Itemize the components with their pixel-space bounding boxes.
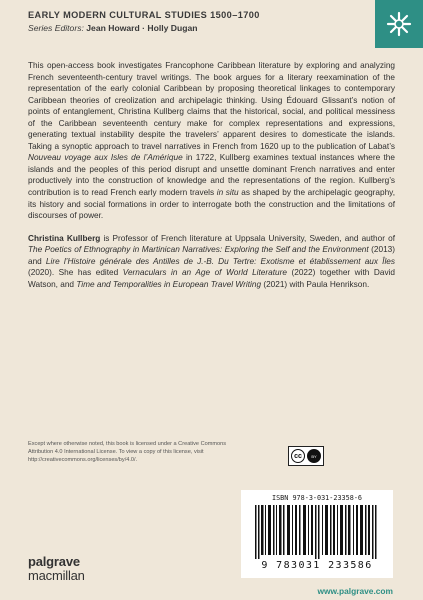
- description-part: in 1722, Kullberg examines textual instances where the islands and the peoples of this period disrupt and unsettle dominant French narratives and enter productively into the construction of knowledge and the representations of the region. Kullberg’s contribution is to read French early modern travels: [28, 153, 395, 198]
- back-cover-blurb: [28, 60, 395, 301]
- description-title: Nouveau voyage aux Isles de l’Amérique: [28, 153, 183, 163]
- open-access-star-icon: [386, 11, 412, 37]
- author-bio: [28, 233, 395, 291]
- bio-part: (2021) with Paula Henrikson.: [261, 279, 370, 289]
- barcode-number: 9 783031 233586: [261, 560, 373, 571]
- publisher-line2: macmillan: [28, 568, 85, 583]
- bio-title: The Poetics of Ethnography in Martinican Narratives: Exploring the Self and the Environment: [28, 245, 369, 255]
- series-editors-label: Series Editors:: [28, 23, 84, 33]
- series-editors: [28, 23, 198, 33]
- by-icon: BY: [307, 449, 321, 463]
- description-italic: in situ: [216, 188, 239, 198]
- author-name: Christina Kullberg: [28, 233, 101, 243]
- bio-part: (2020). She has edited: [28, 268, 123, 278]
- publisher-line1: palgrave: [28, 554, 80, 569]
- bio-title: Lire l’Histoire générale des Antilles de J.-B. Du Tertre: Exotisme et établissement aux Îles: [45, 256, 396, 266]
- bio-title: Vernaculars in an Age of World Literature: [122, 268, 287, 278]
- publisher-website-link[interactable]: www.palgrave.com: [317, 586, 393, 596]
- isbn-text: ISBN 978-3-031-23358-6: [271, 494, 363, 502]
- bio-part: (2022) together with David Watson, and: [28, 268, 395, 289]
- series-editors-names: Jean Howard · Holly Dugan: [86, 23, 198, 33]
- publisher-logo: [28, 555, 85, 583]
- cc-by-license-badge: [288, 446, 324, 466]
- description-part: This open-access book investigates Francophone Caribbean literature by exploring and analyzing French seventeenth-century travel writings. The book argues for a literary reexamination of the representation of the early colonial Caribbean by proposing theoretical linkages to contemporary Caribbean theories of creolization and archipelagic thinking. Using Édouard Glissant’s notion of points of entanglement, Christina Kullberg claims that the historical, social, and political messiness of the Caribbean seventeenth century make for complex representations and expressions, generating textual instability despite the travelers’ apparent desires to domesticate the islands. Taking a synoptic approach to travel narratives in French from 1620 up to the publication of Labat’s: [28, 61, 395, 151]
- bio-part: is Professor of French literature at Uppsala University, Sweden, and author of: [100, 233, 395, 243]
- bio-part: (2013) and: [28, 245, 395, 266]
- isbn-barcode: [241, 490, 393, 578]
- license-notice: Except where otherwise noted, this book is licensed under a Creative Commons Attribution 4.0 International License. To view a copy of this license, visit http://creativecommons.org/licenses/by/4.0/.: [28, 441, 227, 464]
- description-part: as shaped by the archipelagic geography, its history and social formations in order to interrogate both the construction and the limitations of discourses of power.: [28, 188, 395, 221]
- barcode-bars: [253, 505, 381, 559]
- cc-icon: cc: [291, 449, 305, 463]
- springer-open-access-icon: [375, 0, 423, 48]
- bio-title: Time and Temporalities in European Travel Writing: [76, 279, 262, 289]
- book-description: [28, 60, 395, 222]
- series-title: EARLY MODERN CULTURAL STUDIES 1500–1700: [28, 10, 260, 20]
